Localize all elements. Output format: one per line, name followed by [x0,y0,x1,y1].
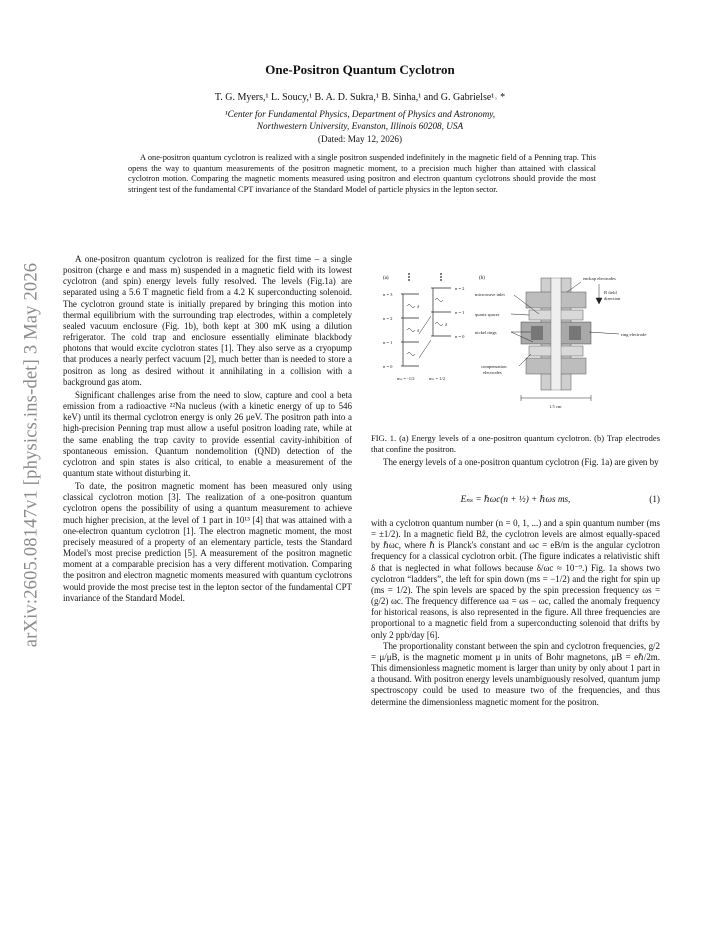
magnetic-moment-paragraph: The proportionality constant between the spin and cyclotron frequencies, g/2 = μ/μB, is the magnetic moment μ in units of Bohr magnetons, μB = eℏ/2m. This dimensionless magnetic moment is larger than unity by only about 1 part in a thousand. With positron energy levels unambiguously resolved, quantum jump spectroscopy could be used to measure two of the frequencies, and thus determine the dimensionless magnetic moment for the positron. [371,640,660,707]
date-line: (Dated: May 12, 2026) [317,134,403,144]
equation-body: Eₙₛ = ℏωc(n + ½) + ℏωs ms, [460,494,571,504]
spin-down-label: mₛ = -1/2 [397,376,415,381]
delta-label: δ [445,322,448,327]
spin-up-label: mₛ = 1/2 [429,376,446,381]
delta-label: δ [417,304,420,309]
ring-electrode-label: ring electrode [621,332,647,337]
trap-electrode-drawing [521,278,591,390]
compensation-label: compensation [481,364,507,369]
figure-1 [371,270,660,416]
equation-1 [371,494,660,508]
delta-label: δ [417,328,420,333]
electrodes-label: electrodes [483,370,502,375]
level-label-left: n = 2 [383,316,393,321]
level-label-left: n = 1 [383,340,393,345]
challenges-paragraph: Significant challenges arise from the need to slow, capture and cool a beta emission from a radioactive ²²Na nucleus (with a kinetic energy of up to 546 keV) until its thermal cyclotron energy is only 26 μeV. The positron path into a high-precision Penning trap must allow a useful positron loading rate, while at the same enabling the trap cavity to provide essential cavity-inhibition of spontaneous emission. Quantum nondemolition (QND) detection of the cyclotron and spin states is also critical, to enable a measurement of the quantum state without disturbing it. [63,389,352,478]
nickel-rings-label: nickel rings [475,330,497,335]
level-label-right: n = 1 [455,310,465,315]
level-label-left: n = 0 [383,364,393,369]
level-label-right: n = 2 [455,286,465,291]
panel-a-label: (a) [383,276,389,281]
endcap-electrodes-label: endcap electrodes [583,276,616,281]
quantum-numbers-paragraph: with a cyclotron quantum number (n = 0, 1, ...) and a spin quantum number (ms = ±1/2). In a magnetic field Bẑ, the cyclotron levels are almost equally-spaced by ℏωc, where ℏ is Planck's constant and ωc = eB/m is the angular cyclotron frequency for a classical cyclotron orbit. (The figure indicates a relativistic shift δ that is neglected in what follows because δ/ωc ≈ 10⁻⁹.) Fig. 1a shows two cyclotron “ladders”, the left for spin down (ms = −1/2) and the right for spin up (ms = 1/2). The spin levels are spaced by the spin precession frequency ωs = (g/2) ωc. The frequency difference ωa = ωs − ωc, called the anomaly frequency for historical reasons, is also represented in the figure. All three frequencies are proportional to a magnetic field from a superconducting solenoid that drifts by only 2 ppb/day [6]. [371,518,660,640]
level-label-right: n = 0 [455,334,465,339]
affiliation-line-1: ¹Center for Fundamental Physics, Department of Physics and Astronomy, [224,109,496,119]
microwave-inlet-label: microwave inlet [475,292,505,297]
arxiv-stamp [8,245,56,665]
equation-number: (1) [649,494,660,504]
affiliation-line-2: Northwestern University, Evanston, Illinois 60208, USA [256,121,464,131]
quartz-spacer-label: quartz spacer [475,312,500,317]
abstract: A one-positron quantum cyclotron is realized with a single positron suspended indefinitely in the magnetic field of a Penning trap. This opens the way to quantum measurements of the positron magnetic moment, to a precision much higher than attained with classical cyclotron motion. Comparing the magnetic moments measured using positron and electron quantum cyclotrons should provide the most stringent test of the fundamental CPT invariance of the Standard Model of particle physics in the lepton sector. [128,153,596,194]
level-label-left: n = 3 [383,292,393,297]
b-field-direction-label: direction [604,296,621,301]
arxiv-identifier: arXiv:2605.08147v1 [physics.ins-det] 3 May 2026 [21,262,42,648]
author-list: T. G. Myers,¹ L. Soucy,¹ B. A. D. Sukra,¹ B. Sinha,¹ and G. Gabrielse¹˒ * [214,92,506,103]
right-column-intro [371,457,660,468]
motivation-paragraph: To date, the positron magnetic moment has been measured only using classical cyclotron motion [3]. The realization of a one-positron quantum cyclotron opens the possibility of using a quantum measurement to achieve much higher precision, at the level of 1 part in 10¹³ [4] that was attained with a one-electron quantum cyclotron [1]. The electron magnetic moment, the most precisely measured of a property of an elementary particle, tests the Standard Model's most precise prediction [5]. A measurement of the positron magnetic moment at a comparable precision has a very different motivation. Comparing the positron and electron magnetic moments measured with quantum cyclotrons would provide the most precise test in the lepton sector of the fundamental CPT invariance of the Standard Model. [63,481,352,603]
right-column [371,518,660,708]
panel-b-label: (b) [479,276,485,281]
scale-bar-label: 1.5 cm [549,404,562,409]
affiliation [0,108,720,132]
intro-paragraph: A one-positron quantum cyclotron is realized for the first time – a single positron (charge e and mass m) suspended in a magnetic field with its lowest cyclotron (and spin) energy levels fully resolved. The levels (Fig.1a) are separated using a 5.6 T magnetic field from a 4.2 K superconducting solenoid. The cyclotron ground state is initially prepared by bringing this motion into thermal equilibrium with the surrounding trap electrodes, within a completely sealed vacuum enclosure (Fig. 1b), both kept at 300 mK using a dilution refrigerator. The cold trap and enclosure essentially eliminate blackbody photons that would excite cyclotron states [1]. They also serve as a cryopump that produces a nearly perfect vacuum [2], much better than is needed to store a positron as long as desired without it annihilating in a collision with a background gas atom. [63,254,352,387]
figure-caption: FIG. 1. (a) Energy levels of a one-positron quantum cyclotron. (b) Trap electrodes that confine the positron. [371,433,660,454]
left-column [63,254,352,604]
paper-title: One-Positron Quantum Cyclotron [265,62,455,77]
energy-levels-paragraph: The energy levels of a one-positron quantum cyclotron (Fig. 1a) are given by [383,457,659,467]
energy-ladder-right [431,288,451,336]
b-field-label: B field [604,290,617,295]
